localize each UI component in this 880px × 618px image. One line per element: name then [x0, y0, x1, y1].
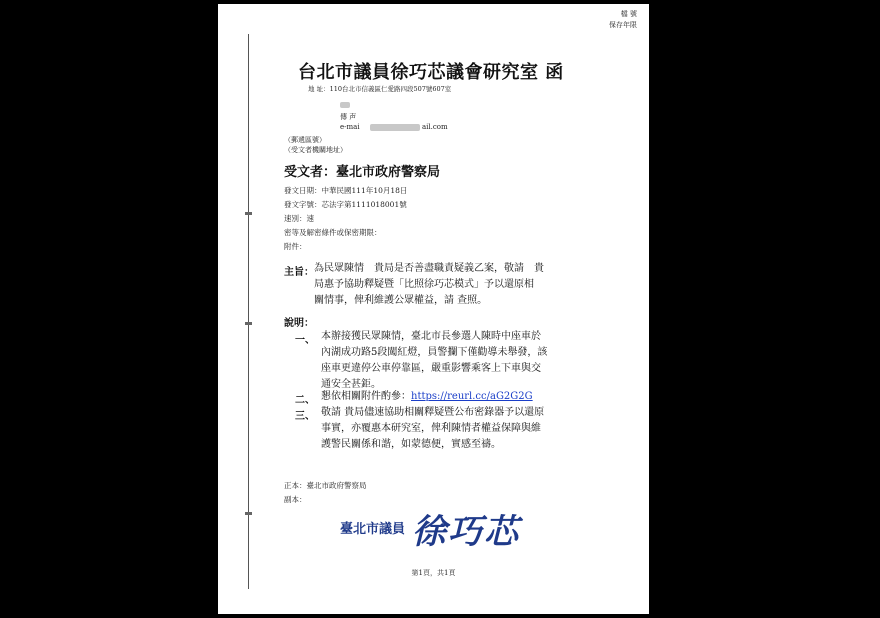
binding-mark [245, 212, 252, 215]
signature-title: 臺北市議員 [340, 522, 406, 537]
issue-date: 發文日期：中華民國111年10月18日 [284, 186, 408, 195]
item-number: 二、 [295, 395, 315, 406]
subject-text: 為民眾陳情 貴局是否善盡職責疑義乙案，敬請 貴 局惠予協助釋疑暨「比照徐巧芯模式」予以還原相 關情事，俾利維護公眾權益，請 查照。 [314, 263, 544, 306]
email-suffix: ail.com [422, 123, 448, 131]
postal-code: （郵遞區號） [284, 136, 326, 144]
item-text: 懇依相關附件酌參：https://reurl.cc/aG2G2G [321, 391, 533, 402]
item-number: 三、 [295, 411, 315, 422]
redaction-mark [370, 124, 420, 131]
binding-mark [245, 512, 252, 515]
item-text: 敬請 貴局儘速協助相關釋疑暨公布密錄器予以還原 事實，亦覆惠本研究室，俾利陳情者權益保障與維 護警民關係和諧，如蒙德便，實感至禱。 [321, 407, 545, 450]
reference-link[interactable]: https://reurl.cc/aG2G2G [411, 391, 533, 402]
copy-recipient: 副本： [284, 495, 307, 504]
binding-mark [245, 322, 252, 325]
redaction-mark [340, 102, 350, 108]
email-prefix: e-mai [340, 123, 360, 131]
explanation-label: 說明： [284, 318, 314, 329]
attachment: 附件： [284, 242, 307, 251]
document-number: 發文字號：芯法字第1111018001號 [284, 200, 407, 209]
archive-info: 檔 號 保存年限 [609, 10, 637, 29]
sender-address: 地 址：110台北市信義區仁愛路四段507號607室 [308, 85, 452, 93]
document-title: 台北市議員徐巧芯議會研究室 函 [298, 62, 564, 83]
document-page [218, 4, 649, 614]
delivery-speed: 速別：速 [284, 214, 314, 223]
subject-label: 主旨： [284, 267, 314, 278]
item-text: 本辦接獲民眾陳情，臺北市長參選人陳時中座車於 內湖成功路5段闖紅燈，員警攔下僅勸導未舉發，該 座車更違停公車停靠區，嚴重影響乘客上下車與交 通安全甚鉅。 [321, 331, 548, 390]
page-number: 第1頁，共1頁 [411, 569, 456, 577]
recipient: 受文者：臺北市政府警察局 [284, 165, 441, 180]
phone-label: 傳 声 [340, 113, 357, 121]
item-number: 一、 [295, 335, 315, 346]
main-recipient: 正本：臺北市政府警察局 [284, 481, 367, 490]
signature-name: 徐巧芯 [412, 512, 520, 552]
secrecy-level: 密等及解密條件或保密期限： [284, 228, 382, 237]
binding-line [248, 34, 249, 589]
receiver-address: （受文者機關地址） [284, 146, 347, 154]
